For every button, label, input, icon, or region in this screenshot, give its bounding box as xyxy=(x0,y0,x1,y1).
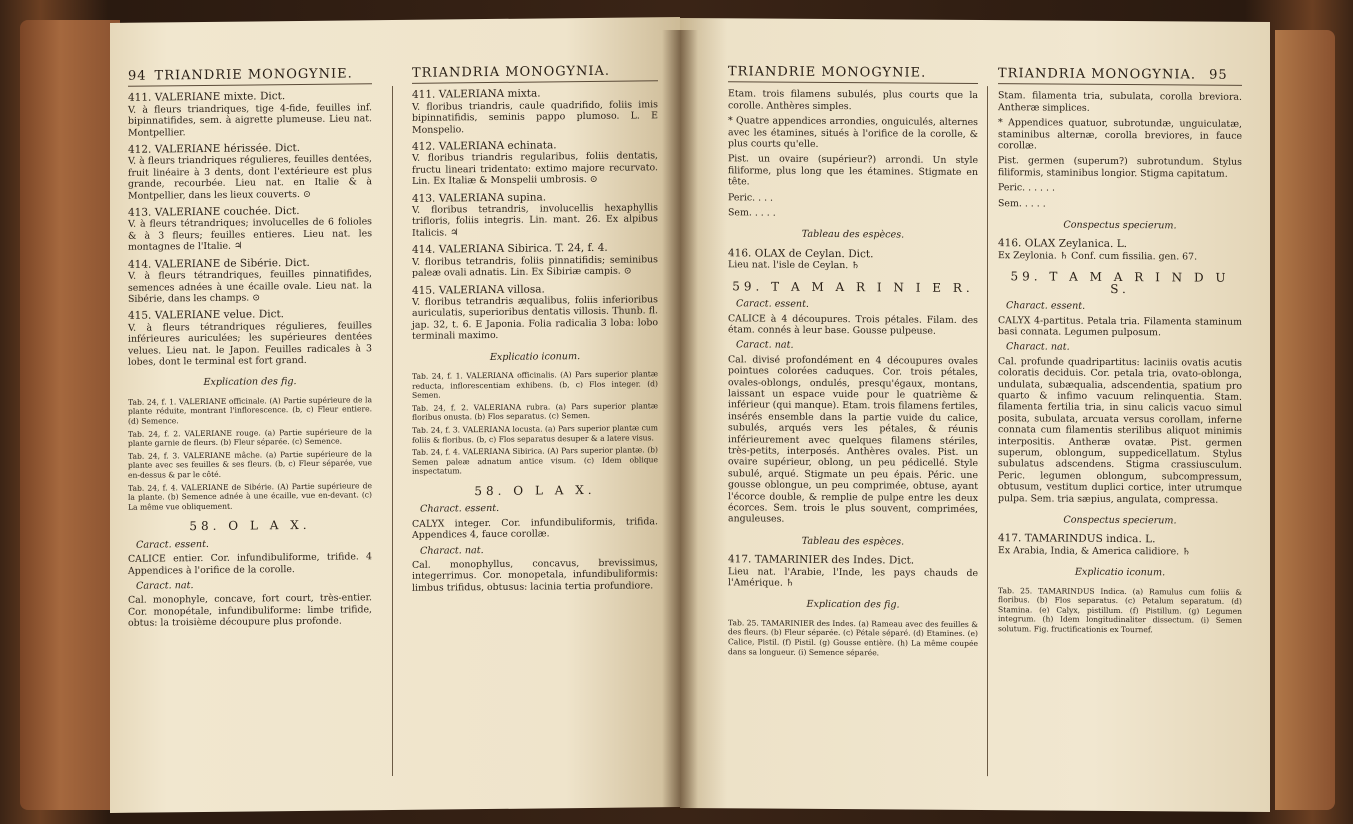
entry-text: V. à fleurs triandriques, tige 4-fide, feuilles inf. bipinnatifides, sem. à aigrette plumeuse. Lieu nat. Montpellier. xyxy=(128,102,372,139)
explication-line: Tab. 25. TAMARINIER des Indes. (a) Rameau avec des feuilles & des fleurs. (b) Fleur séparée. (c) Pétale séparé. (d) Etamines. (e) Calice, Pistil. (f) Pistil. (g) Gousse entière. (h) La même coupée dans sa longueur. (i) Semence séparée. xyxy=(728,618,978,657)
character-text: CALICE à 4 découpures. Trois pétales. Filam. des étam. connés à leur base. Gousse pulpeuse. xyxy=(728,312,978,337)
entry-text: Lieu nat. l'Arabie, l'Inde, les pays chauds de l'Amérique. ♄ xyxy=(728,565,978,589)
explication-line: Tab. 24, f. 3. VALERIANA locusta. (a) Pars superior plantæ cum foliis & floribus. (b, c) Flos separatus desuper & a latere visus. xyxy=(412,423,658,445)
character-text: Pist. germen (superum?) subrotundum. Stylus filiformis, staminibus longior. Stigma capitatum. xyxy=(998,155,1242,180)
explication-line: Tab. 24, f. 2. VALERIANA rubra. (a) Pars superior plantæ floribus onusta. (b) Flos separatus. (c) Semen. xyxy=(412,400,658,423)
explication-line: Tab. 24, f. 3. VALERIANE mâche. (a) Partie supérieure de la plante avec ses feuilles & ses fleurs. (b, c) Fleur séparée, vue en-dessus & par le côté. xyxy=(128,448,372,480)
entry-title: 415. VALERIANE velue. Dict. xyxy=(128,308,285,323)
species-entry xyxy=(998,239,1242,264)
entry-title: 415. VALERIANA villosa. xyxy=(412,282,545,297)
species-entry xyxy=(128,91,372,139)
species-entry xyxy=(128,309,372,369)
explication-line: Tab. 25. TAMARINDUS Indica. (a) Ramulus cum foliis & floribus. (b) Flos separatus. (c) Petalum separatum. (d) Stamina. (e) Calyx, pistillum. (f) Pistillum. (g) Legumen integrum. (h) Idem longitudinaliter dissectum. (i) Semen solutum. Fig. fructificationis ex Tournef. xyxy=(998,585,1242,635)
species-table-title: Tableau des espèces. xyxy=(801,535,905,548)
column-latin-left xyxy=(412,65,658,598)
entry-text: V. floribus triandris, caule quadrifido, foliis imis bipinnatifidis, seminis pappo plumoso. L. E Monspelio. xyxy=(412,99,658,136)
book-cover-right xyxy=(1275,30,1335,810)
book-gutter xyxy=(662,30,698,810)
entry-text: V. floribus tetrandris, foliis pinnatifidis; seminibus paleæ ovali adnatis. Lin. Ex Sibiriæ campis. ⊙ xyxy=(412,253,658,279)
character-text: Cal. monophyllus, concavus, brevissimus, integerrimus. Cor. monopetala, infundibuliformis: limbus trifidus, obtusus: lacinia tertia profundiore. xyxy=(412,557,658,594)
character-text: Sem. . . . . xyxy=(728,207,776,219)
entry-title: 417. TAMARINDUS indica. L. xyxy=(998,532,1156,546)
character-label: Caract. nat. xyxy=(136,580,194,592)
header-title: TRIANDRIA MONOGYNIA. xyxy=(998,66,1196,83)
character-text: Pist. un ovaire (supérieur?) arrondi. Un style filiforme, plus long que les étamines. Stigmate en tête. xyxy=(728,153,978,188)
entry-title: 411. VALERIANE mixte. Dict. xyxy=(128,90,286,105)
species-table-title: Tableau des espèces. xyxy=(801,229,905,241)
character-text: CALYX 4-partitus. Petala tria. Filamenta staminum basi connata. Legumen pulposum. xyxy=(998,314,1242,339)
explication-title: Explication des fig. xyxy=(203,376,297,389)
entry-text: V. à fleurs tétrandriques, feuilles pinnatifides, semences adnées à une écaille ovale. Lieu nat. la Sibérie, dans les champs. ⊙ xyxy=(128,268,372,305)
species-entry xyxy=(412,283,658,343)
species-table-title: Conspectus specierum. xyxy=(1063,514,1177,527)
character-text: Cal. divisé profondément en 4 découpures ovales pointues colorées caduques. Cor. trois pétales, ovales-oblongs, ondulés, presqu'égaux, montans, laissant un espace vuide pour le quatrième & inférieur (qui manque). Etam. trois filamens fertiles, insérés ensemble dans la partie vuide du calice, subulés, arqués vers les pétales, & réunis inférieurement avec quelques filamens stériles, très-petits, interposés. Anthères ovales. Pist. un ovaire supérieur, oblong, un peu pédicellé. Style subulé, arqué. Stigmate un peu épais. Péric. une gousse oblongue, un peu comprimée, obtuse, ayant l'écorce double, & remplie de pulpe entre les deux écorces. Sem. trois le plus souvent, comprimées, anguleuses. xyxy=(728,353,978,526)
entry-title: 413. VALERIANE couchée. Dict. xyxy=(128,205,300,219)
character-text: Cal. monophyle, concave, fort court, très-entier. Cor. monopétale, infundibuliforme: limbe trifide, obtus: la troisième découpure plus profonde. xyxy=(128,592,372,629)
explication-line: Tab. 24, f. 4. VALERIANA Sibirica. (A) Pars superior plantæ. (b) Semen paleæ adnatum antice visum. (c) Idem oblique inspectatum. xyxy=(412,445,658,477)
genus-heading: 59. T A M A R I N I E R. xyxy=(732,278,974,295)
right-page xyxy=(680,18,1270,812)
entry-title: 412. VALERIANA echinata. xyxy=(412,139,557,153)
entry-text: V. floribus tetrandris æqualibus, foliis inferioribus auriculatis, superioribus dentatis villosis. Thunb. fl. jap. 32, t. 6. E Japonia. Folia radicalia 3 loba: lobo terminali maximo. xyxy=(412,294,658,342)
running-header: TRIANDRIA MONOGYNIA. xyxy=(412,63,610,81)
species-entry xyxy=(998,534,1242,559)
species-table-title: Conspectus specierum. xyxy=(1063,219,1177,232)
character-text: * Appendices quatuor, subrotundæ, unguiculatæ, staminibus alternæ, corolla breviores, in fauce corollæ. xyxy=(998,117,1242,152)
species-entry xyxy=(128,142,372,202)
character-text: Etam. trois filamens subulés, plus courts que la corolle. Anthères simples. xyxy=(728,88,978,112)
character-label: Caract. essent. xyxy=(736,298,809,310)
character-label: Caract. nat. xyxy=(736,339,794,352)
character-text: Stam. filamenta tria, subulata, corolla breviora. Antheræ simplices. xyxy=(998,90,1242,114)
species-entry xyxy=(412,139,658,187)
entry-title: 414. VALERIANA Sibirica. T. 24, f. 4. xyxy=(412,242,608,257)
character-text: Peric. . . . . . xyxy=(998,182,1055,194)
entry-title: 416. OLAX Zeylanica. L. xyxy=(998,237,1127,251)
column-divider xyxy=(392,86,393,776)
explication-line: Tab. 24, f. 1. VALERIANE officinale. (A) Partie supérieure de la plante réduite, montrant l'inflorescence. (b, c) Fleur entiere. (d) Semence. xyxy=(128,394,372,426)
entry-title: 412. VALERIANE hérissée. Dict. xyxy=(128,142,301,156)
species-entry xyxy=(412,88,658,136)
explication-title: Explicatio iconum. xyxy=(489,350,581,363)
entry-text: Lieu nat. l'isle de Ceylan. ♄ xyxy=(728,259,860,272)
species-entry xyxy=(128,205,372,253)
species-entry xyxy=(412,191,658,239)
header-title: TRIANDRIE MONOGYNIE. xyxy=(154,66,353,84)
entry-text: V. à fleurs triandriques régulieres, feuilles dentées, fruit linéaire à 3 dents, dont l'extérieure est plus grande, recourbée. Lieu nat. en Italie & à Montpellier, dans les lieux couverts. ⊙ xyxy=(128,153,372,202)
explication-line: Tab. 24, f. 1. VALERIANA officinalis. (A) Pars superior plantæ reducta, inflorescentiam exhibens. (b, c) Flos integer. (d) Semen. xyxy=(412,369,658,400)
entry-text: Ex Arabia, India, & America calidiore. ♄ xyxy=(998,544,1191,558)
running-header: TRIANDRIE MONOGYNIE. xyxy=(728,64,927,81)
character-text: Cal. profunde quadripartitus: laciniis ovatis acutis coloratis deciduis. Cor. petala tria, ovato-oblonga, undulata, subæqualia, adscendentia, spatium pro quarto & infimo vacuum relinquentia. Stam. filamenta fertilia tria, in sinu calicis vacuo simul posita, subulata, arcuata versus corollam, inferne connata cum filamentis sterilibus aliquot minimis interpositis. Antheræ ovatæ. Pist. germen superum, oblongum, suppedicellatum. Stylus subulatus adscendens. Stigma crassiusculum. Peric. legumen oblongum, subcompressum, obtusum, vestitum duplici cortice, inter utrumque pulpa. Sem. tria sæpius, angulata, compressa. xyxy=(998,355,1242,506)
character-label: Caract. essent. xyxy=(136,538,209,551)
book-cover-left xyxy=(20,20,120,810)
entry-text: Ex Zeylonia. ♄ Conf. cum fissilia. gen. 67. xyxy=(998,250,1198,263)
genus-heading: 58. O L A X. xyxy=(189,518,311,534)
species-entry xyxy=(728,554,978,590)
genus-heading: 58. O L A X. xyxy=(474,482,596,499)
character-text: * Quatre appendices arrondies, onguiculés, alternes avec les étamines, situés à l'orifice de la corolle, & plus courts qu'elle. xyxy=(728,115,978,150)
explication-title: Explication des fig. xyxy=(806,599,900,611)
entry-text: V. floribus tetrandris, involucellis hexaphyllis trifloris, foliis integris. Lin. mant. 26. Ex alpibus Italicis. ♃ xyxy=(412,202,658,239)
column-french-right xyxy=(728,66,978,661)
column-french-left xyxy=(128,68,372,633)
character-text: Peric. . . . xyxy=(728,191,774,204)
page-number: 95 xyxy=(1209,67,1228,83)
character-label: Charact. nat. xyxy=(1006,341,1070,353)
column-divider xyxy=(987,86,988,776)
running-header xyxy=(998,68,1242,81)
page-number: 94 xyxy=(128,68,147,84)
character-label: Charact. nat. xyxy=(420,544,484,557)
character-label: Charact. essent. xyxy=(1006,300,1086,312)
character-text: CALICE entier. Cor. infundibuliforme, trifide. 4 Appendices à l'orifice de la corolle. xyxy=(128,551,372,577)
explication-line: Tab. 24, f. 2. VALERIANE rouge. (a) Partie supérieure de la plante garnie de fleurs. (b) Fleur séparée. (c) Semence. xyxy=(128,426,372,448)
entry-title: 411. VALERIANA mixta. xyxy=(412,87,541,102)
left-page xyxy=(110,17,680,813)
explication-line: Tab. 24, f. 4. VALERIANE de Sibérie. (A) Partie supérieure de la plante. (b) Semence adnée à une écaille, vue en-devant. (c) La même vue obliquement. xyxy=(128,480,372,512)
header-rule xyxy=(998,84,1242,87)
entry-text: V. à fleurs tétrandriques; involucelles de 6 folioles & à 3 fleurs; feuilles entieres. Lieu nat. les montagnes de l'Italie. ♃ xyxy=(128,216,372,254)
header-rule xyxy=(412,81,658,85)
entry-title: 414. VALERIANE de Sibérie. Dict. xyxy=(128,256,310,271)
entry-text: V. à fleurs tétrandriques régulieres, feuilles inférieures auriculées; les supérieures dentées velues. Lieu nat. le Japon. Feuilles radicales à 3 lobes, dont le terminal est fort grand. xyxy=(128,319,372,368)
column-latin-right xyxy=(998,68,1242,638)
entry-title: 417. TAMARINIER des Indes. Dict. xyxy=(728,553,915,567)
entry-text: V. floribus triandris regularibus, foliis dentatis, fructu lineari tridentato: extimo majore recurvato. Lin. Ex Italiæ & Monspelii umbrosis. ⊙ xyxy=(412,150,658,188)
character-text: Sem. . . . . xyxy=(998,197,1046,210)
explication-title: Explicatio iconum. xyxy=(1074,566,1166,579)
species-entry xyxy=(412,243,658,280)
genus-heading: 59. T A M A R I N D U S. xyxy=(1010,269,1230,296)
header-rule xyxy=(128,84,372,88)
species-entry xyxy=(728,248,978,273)
running-header xyxy=(128,68,372,82)
character-label: Charact. essent. xyxy=(420,503,500,516)
character-text: CALYX integer. Cor. infundibuliformis, trifida. Appendices 4, fauce corollæ. xyxy=(412,515,658,541)
header-rule xyxy=(728,82,978,85)
entry-title: 416. OLAX de Ceylan. Dict. xyxy=(728,247,874,261)
entry-title: 413. VALERIANA supina. xyxy=(412,191,547,205)
species-entry xyxy=(128,257,372,305)
